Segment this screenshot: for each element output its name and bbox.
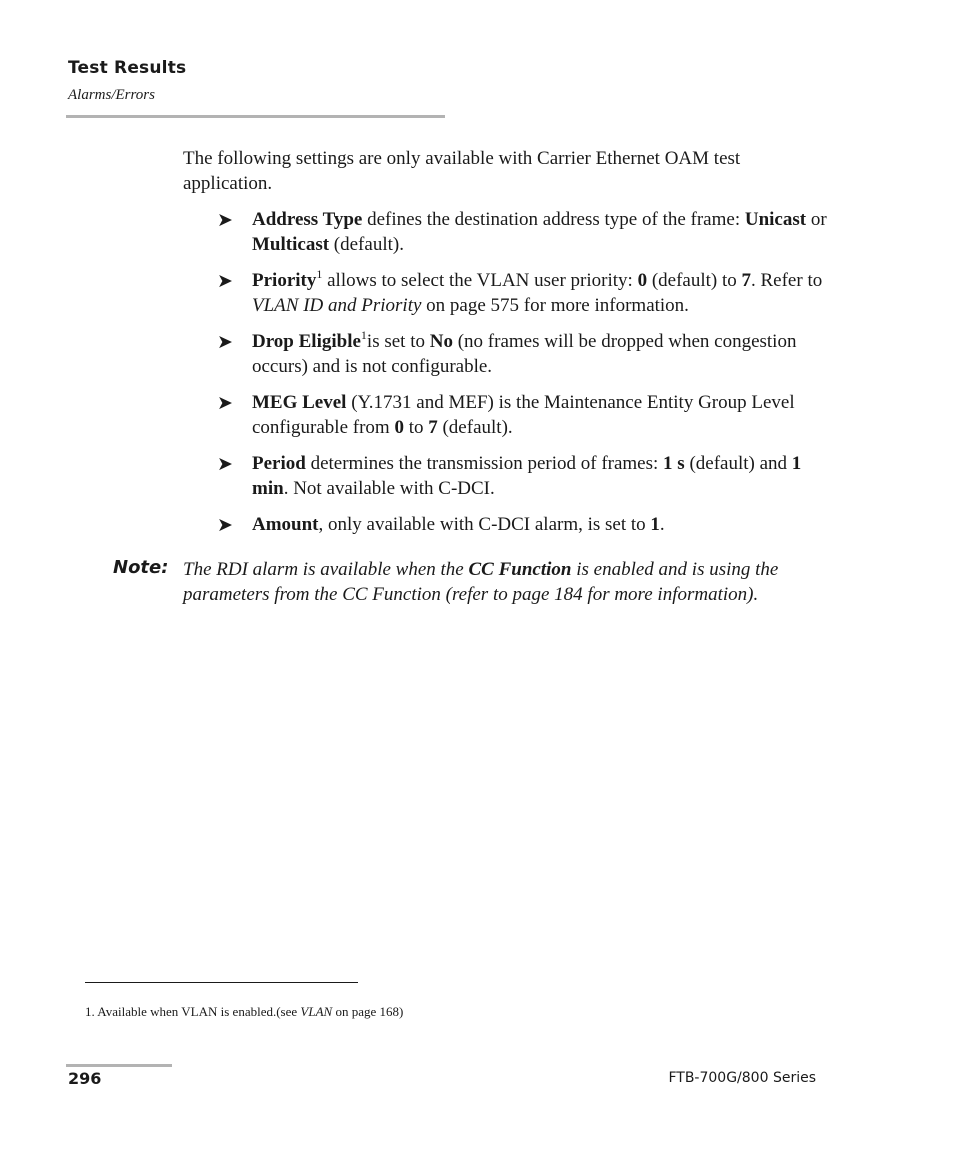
text: allows to select the VLAN user priority: [322, 270, 638, 291]
list-item-meg-level [217, 390, 827, 440]
text: (default). [437, 417, 513, 438]
cross-reference-link[interactable]: VLAN [300, 1004, 333, 1019]
text: determines the transmission period of frames: [305, 453, 664, 474]
section-title: Test Results [68, 58, 187, 78]
value: 1 s [663, 453, 685, 474]
value: 7 [741, 270, 751, 291]
text: . [659, 514, 665, 535]
value: 7 [428, 417, 438, 438]
section-subtitle: Alarms/Errors [68, 87, 155, 103]
value: 1 [650, 514, 660, 535]
text: is enabled and is using the parameters from the CC Function (refer to page 184 for more information). [183, 559, 779, 605]
footnote-divider [85, 982, 358, 983]
term: MEG Level [252, 392, 347, 413]
footnote-ref: 1 [360, 327, 367, 342]
text: . Not available with C-DCI. [283, 478, 495, 499]
footnote-ref: 1 [316, 266, 323, 281]
arrow-bullet-icon: ➤ [217, 392, 233, 414]
text: is set to [366, 331, 430, 352]
product-series: FTB-700G/800 Series [668, 1070, 816, 1086]
value: No [429, 331, 453, 352]
text: (no frames will be dropped when congestion occurs) and is not configurable. [252, 331, 797, 377]
arrow-bullet-icon: ➤ [217, 331, 233, 353]
text: 1. Available when VLAN is enabled.(see [85, 1004, 301, 1019]
text: The RDI alarm is available when the [183, 559, 469, 580]
page-number: 296 [68, 1069, 102, 1088]
text: or [806, 209, 827, 230]
value: 0 [637, 270, 648, 291]
value: 0 [394, 417, 404, 438]
text: defines the destination address type of the frame: [362, 209, 745, 230]
header-divider [66, 115, 445, 118]
value: Unicast [744, 209, 807, 230]
arrow-bullet-icon: ➤ [217, 453, 233, 475]
arrow-bullet-icon: ➤ [217, 270, 233, 292]
footer-divider [66, 1064, 172, 1067]
term: Period [252, 453, 306, 474]
note-text [183, 557, 823, 607]
text: on page 168) [332, 1004, 404, 1019]
term: Priority [252, 270, 317, 291]
arrow-bullet-icon: ➤ [217, 209, 233, 231]
arrow-bullet-icon: ➤ [217, 514, 233, 536]
text: on page 575 for more information. [421, 295, 689, 316]
term: Address Type [252, 209, 363, 230]
emphasis: CC Function [468, 559, 572, 580]
settings-list [217, 207, 827, 548]
list-item-period [217, 451, 827, 501]
intro-paragraph: The following settings are only available with Carrier Ethernet OAM test application. [183, 148, 741, 194]
text: , only available with C-DCI alarm, is set to [318, 514, 651, 535]
term: Amount [252, 514, 319, 535]
list-item-priority [217, 268, 827, 318]
text: to [403, 417, 429, 438]
text: (default). [329, 234, 404, 255]
value: Multicast [252, 234, 330, 255]
list-item-address-type [217, 207, 827, 257]
note-label: Note: [113, 557, 169, 578]
text: (Y.1731 and MEF) is the Maintenance Entity Group Level configurable from [252, 392, 795, 438]
term: Drop Eligible [252, 331, 361, 352]
footnote [85, 1004, 403, 1020]
text: . Refer to [751, 270, 823, 291]
text: (default) and [684, 453, 792, 474]
value: 1 min [252, 453, 802, 499]
list-item-drop-eligible [217, 329, 827, 379]
cross-reference-link[interactable]: VLAN ID and Priority [252, 295, 422, 316]
list-item-amount [217, 512, 827, 537]
text: (default) to [647, 270, 742, 291]
